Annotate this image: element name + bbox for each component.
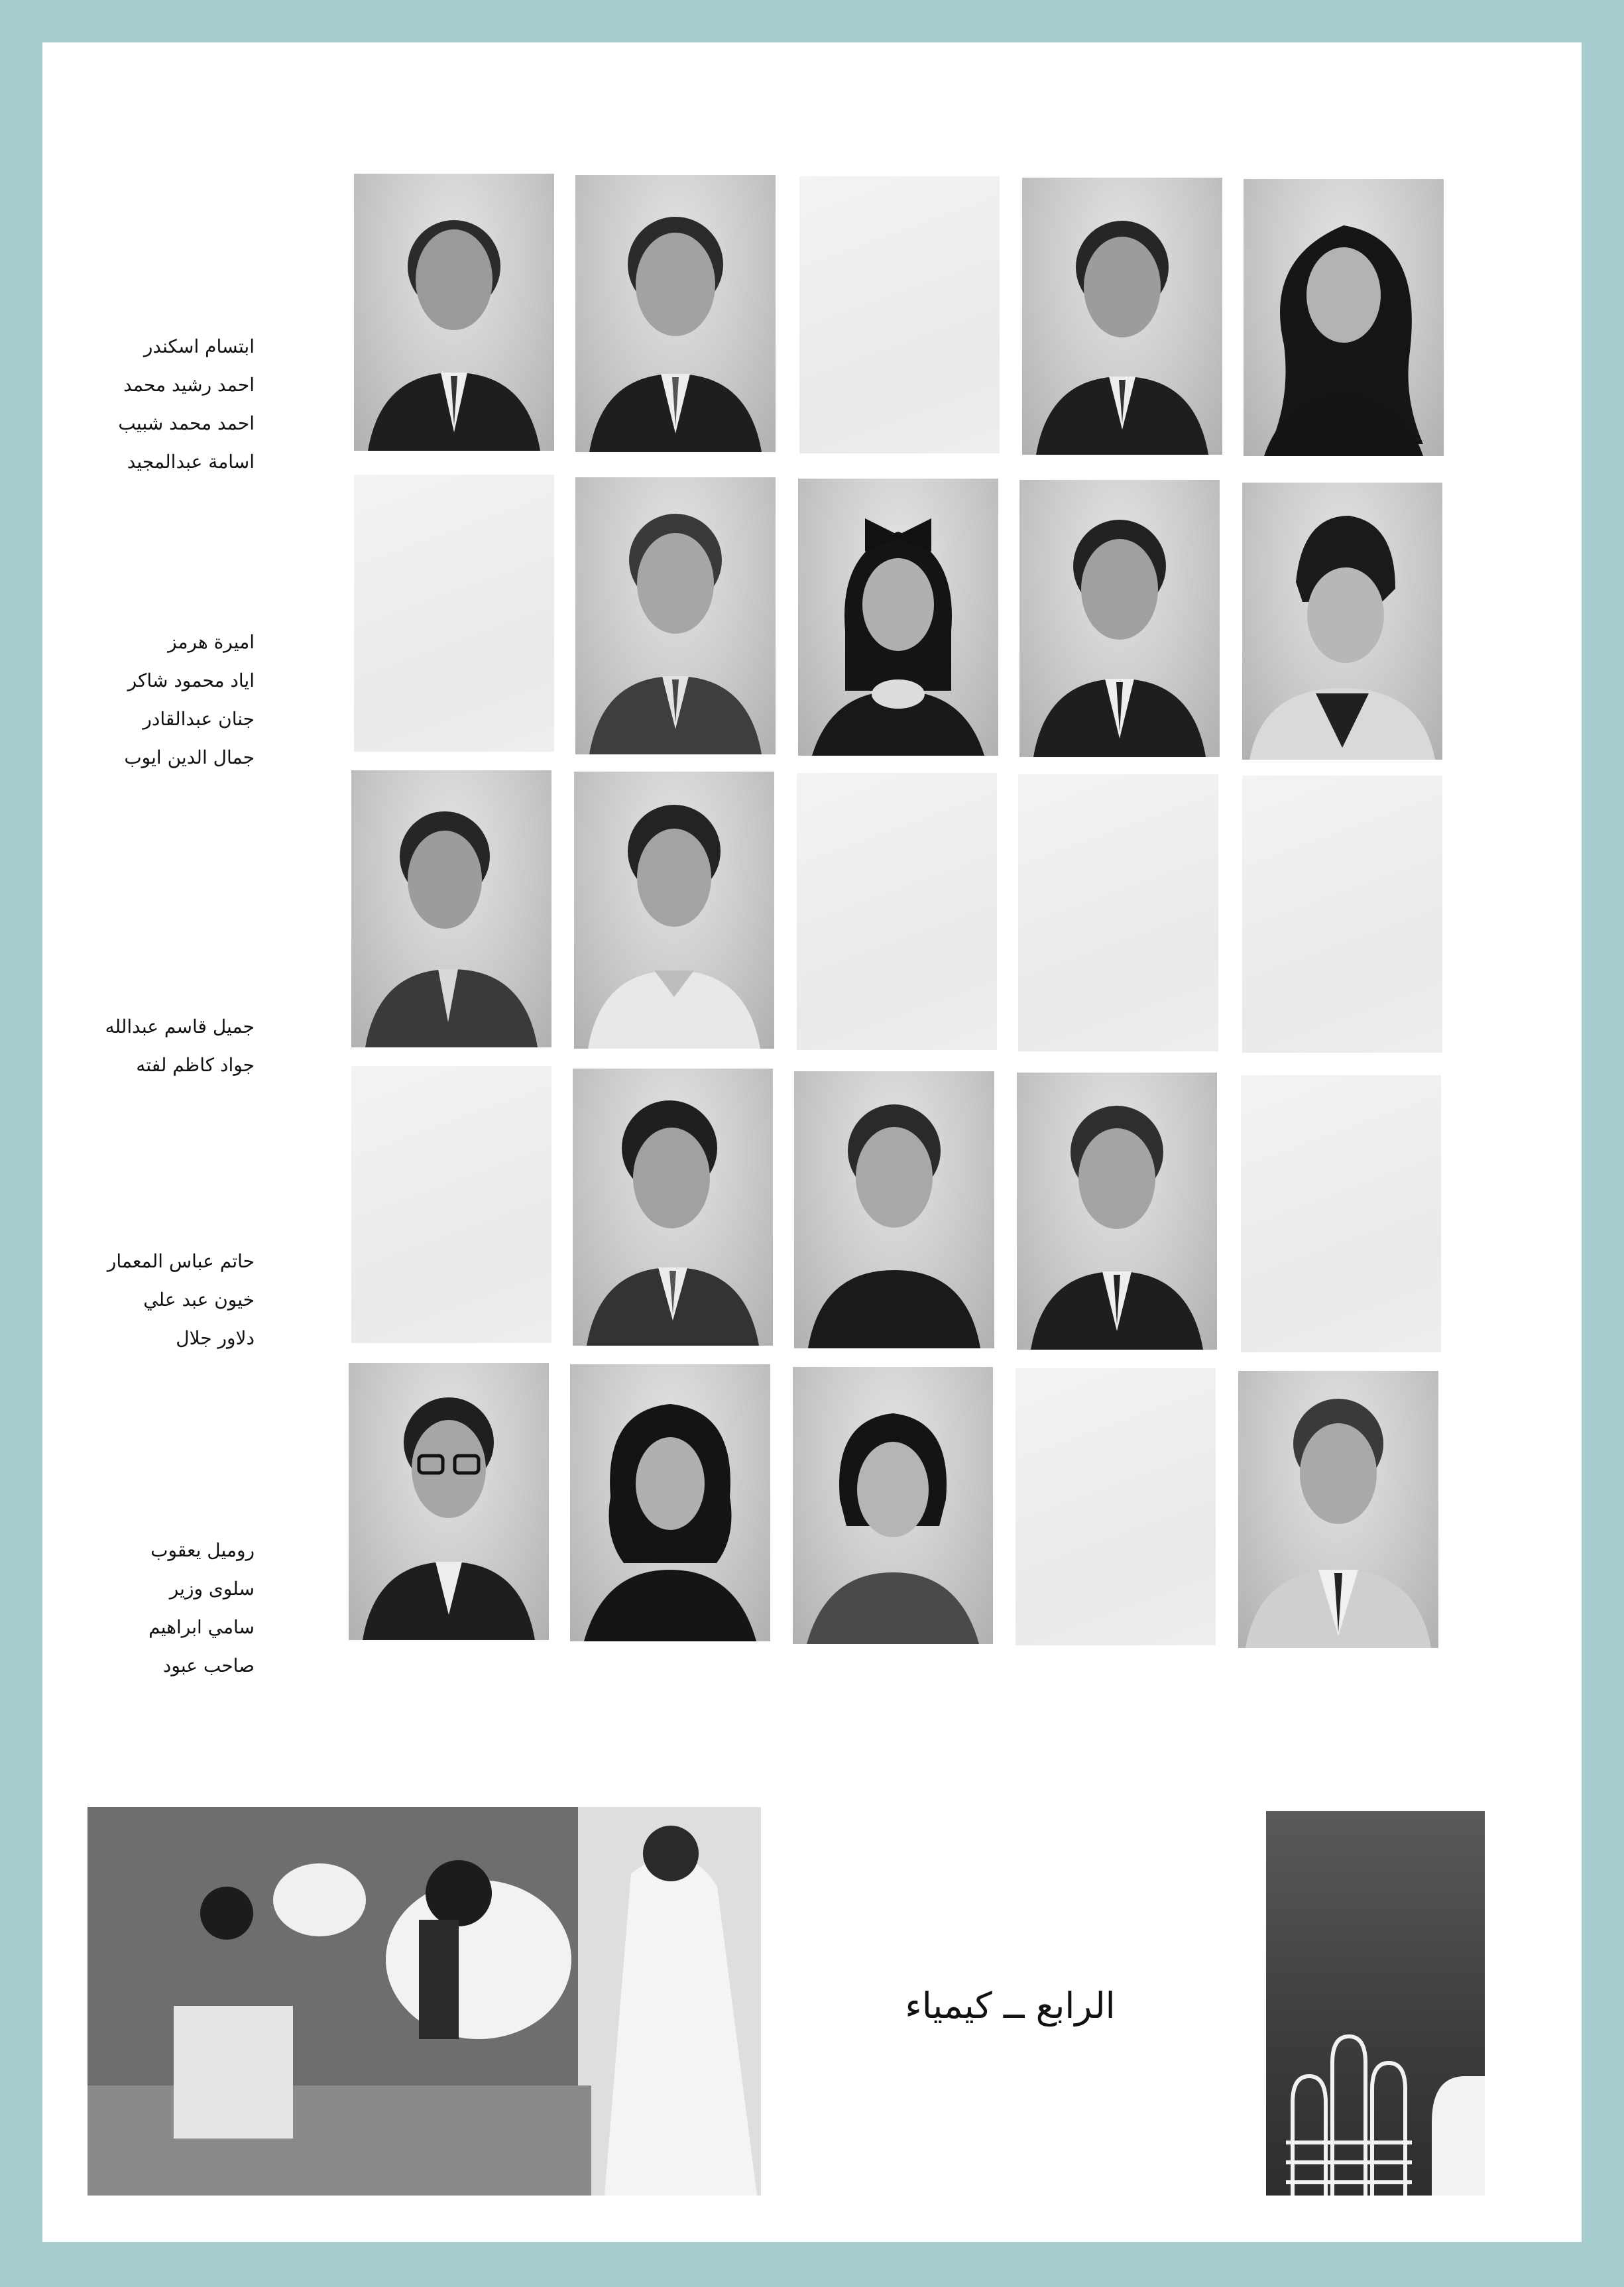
portrait-photo	[349, 1363, 549, 1640]
student-name: صاحب عبود	[162, 1655, 255, 1676]
names-row-5	[56, 1531, 255, 1685]
class-caption: الرابع ــ كيمياء	[905, 1985, 1116, 2026]
student-name: جواد كاظم لفته	[136, 1054, 255, 1076]
portrait-photo	[573, 1069, 773, 1346]
student-name: دلاور جلال	[176, 1327, 255, 1349]
student-name: حاتم عباس المعمار	[107, 1250, 255, 1272]
portrait-photo	[354, 174, 554, 451]
yearbook-page	[42, 42, 1582, 2242]
empty-photo-slot	[799, 176, 1000, 453]
student-name: جميل قاسم عبدالله	[105, 1016, 255, 1037]
portrait-photo	[570, 1364, 770, 1641]
student-name: احمد محمد شبيب	[118, 412, 255, 434]
empty-photo-slot	[1018, 774, 1218, 1051]
student-name: سلوى وزير	[169, 1578, 255, 1600]
student-name: خيون عبد علي	[143, 1289, 255, 1311]
student-name: اياد محمود شاكر	[127, 670, 255, 691]
empty-photo-slot	[351, 1066, 551, 1343]
student-name: ابتسام اسكندر	[143, 335, 255, 357]
portrait-photo	[574, 772, 774, 1049]
empty-photo-slot	[354, 475, 554, 752]
portrait-photo	[798, 479, 998, 756]
student-name: جنان عبدالقادر	[143, 708, 255, 730]
empty-photo-slot	[1241, 1075, 1441, 1352]
portrait-photo	[793, 1367, 993, 1644]
student-name: اميرة هرمز	[168, 631, 255, 653]
empty-photo-slot	[1015, 1368, 1216, 1645]
student-name: سامي ابراهيم	[148, 1616, 255, 1638]
student-name: جمال الدين ايوب	[124, 746, 255, 768]
student-name: احمد رشيد محمد	[123, 374, 255, 396]
portrait-photo	[1238, 1371, 1438, 1648]
portrait-photo	[1244, 179, 1444, 456]
portrait-photo	[575, 175, 776, 452]
empty-photo-slot	[1242, 776, 1442, 1053]
portrait-photo	[575, 477, 776, 754]
student-name: روميل يعقوب	[150, 1539, 255, 1561]
names-row-2	[56, 623, 255, 777]
names-row-1	[56, 327, 255, 481]
portrait-photo	[1019, 480, 1220, 757]
portrait-photo	[1022, 178, 1222, 455]
portrait-photo	[794, 1071, 994, 1348]
decorative-emblem	[1266, 1811, 1485, 2196]
laboratory-photo	[87, 1807, 761, 2196]
student-name: اسامة عبدالمجيد	[127, 451, 255, 473]
names-row-4	[56, 1242, 255, 1358]
portrait-photo	[351, 770, 551, 1047]
empty-photo-slot	[797, 773, 997, 1050]
names-row-3	[56, 1008, 255, 1085]
portrait-photo	[1242, 483, 1442, 760]
portrait-photo	[1017, 1073, 1217, 1350]
